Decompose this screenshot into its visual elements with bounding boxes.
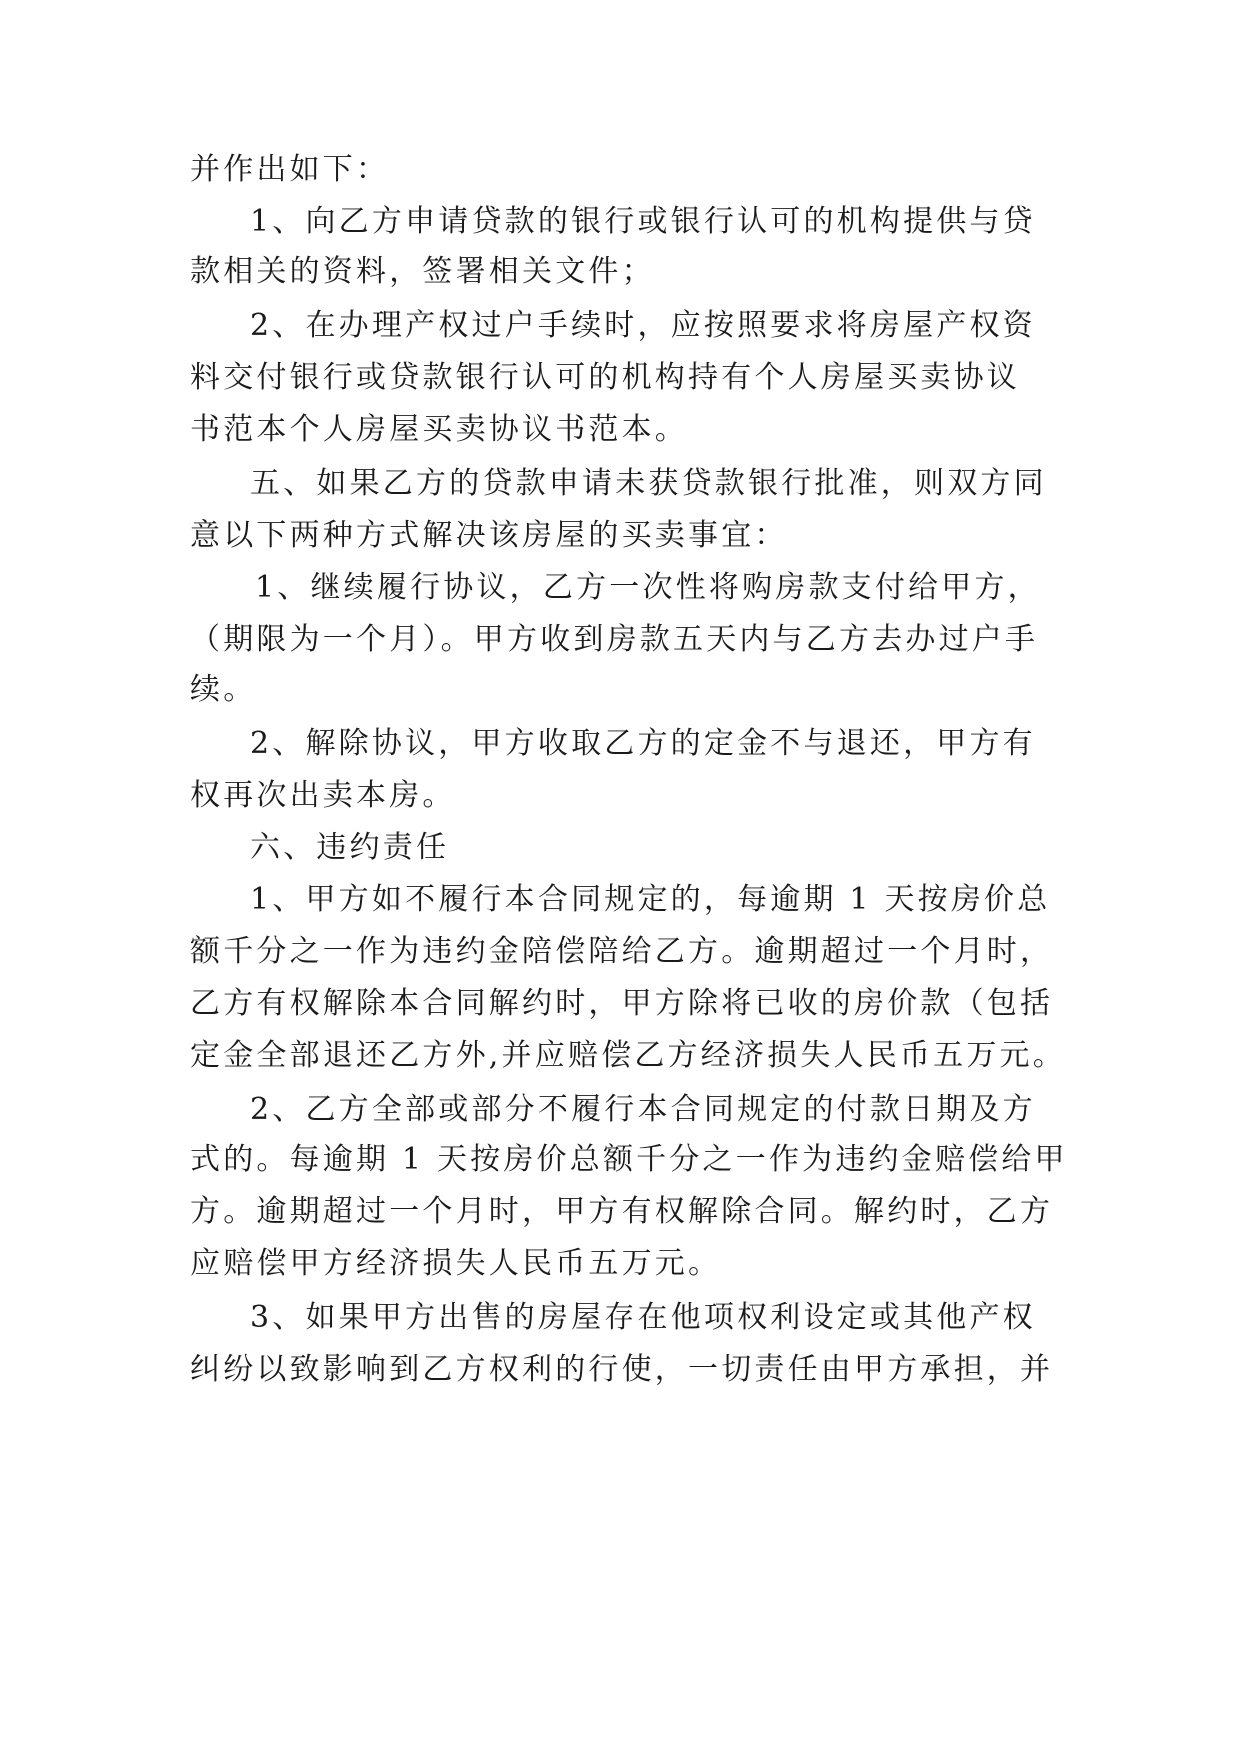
text-line-24: 纠纷以致影响到乙方权利的行使，一切责任由甲方承担，并 [190,1352,1054,1387]
section-heading: 六、违约责任 [250,830,450,865]
text-line-22: 应赔偿甲方经济损失人民币五万元。 [190,1246,722,1281]
text-line-8: 意以下两种方式解决该房屋的买卖事宜： [190,518,788,553]
text-line-6: 书范本个人房屋买卖协议书范本。 [190,412,688,447]
text-line-5: 料交付银行或贷款银行认可的机构持有个人房屋买卖协议 [190,360,1020,395]
text-line-17: 乙方有权解除本合同解约时，甲方除将已收的房价款（包括 [190,986,1054,1021]
text-line-18: 定金全部退还乙方外,并应赔偿乙方经济损失人民币五万元。 [190,1038,1066,1073]
text-line-19: 2、乙方全部或部分不履行本合同规定的付款日期及方 [250,1092,1036,1127]
text-line-2: 1、向乙方申请贷款的银行或银行认可的机构提供与贷 [250,204,1036,239]
text-line-3: 款相关的资料，签署相关文件； [190,254,655,289]
text-line-20: 式的。每逾期 1 天按房价总额千分之一作为违约金赔偿给甲 [190,1142,1068,1177]
text-line-12: 2、解除协议，甲方收取乙方的定金不与退还，甲方有 [250,726,1036,761]
text-line-15: 1、甲方如不履行本合同规定的，每逾期 1 天按房价总 [250,882,1051,917]
text-line-4: 2、在办理产权过户手续时，应按照要求将房屋产权资 [250,308,1036,343]
text-line-1: 并作出如下： [190,152,390,187]
text-line-10: （期限为一个月）。甲方收到房款五天内与乙方去办过户手 [190,622,1039,657]
text-line-9: 1、继续履行协议，乙方一次性将购房款支付给甲方， [255,570,1041,605]
text-line-11: 续。 [190,672,257,707]
text-line-21: 方。逾期超过一个月时，甲方有权解除合同。解约时，乙方 [190,1194,1054,1229]
text-line-23: 3、如果甲方出售的房屋存在他项权利设定或其他产权 [250,1300,1036,1335]
text-line-13: 权再次出卖本房。 [190,778,456,813]
text-line-7: 五、如果乙方的贷款申请未获贷款银行批准，则双方同 [250,466,1047,501]
text-line-16: 额千分之一作为违约金陪偿陪给乙方。逾期超过一个月时， [190,934,1054,969]
